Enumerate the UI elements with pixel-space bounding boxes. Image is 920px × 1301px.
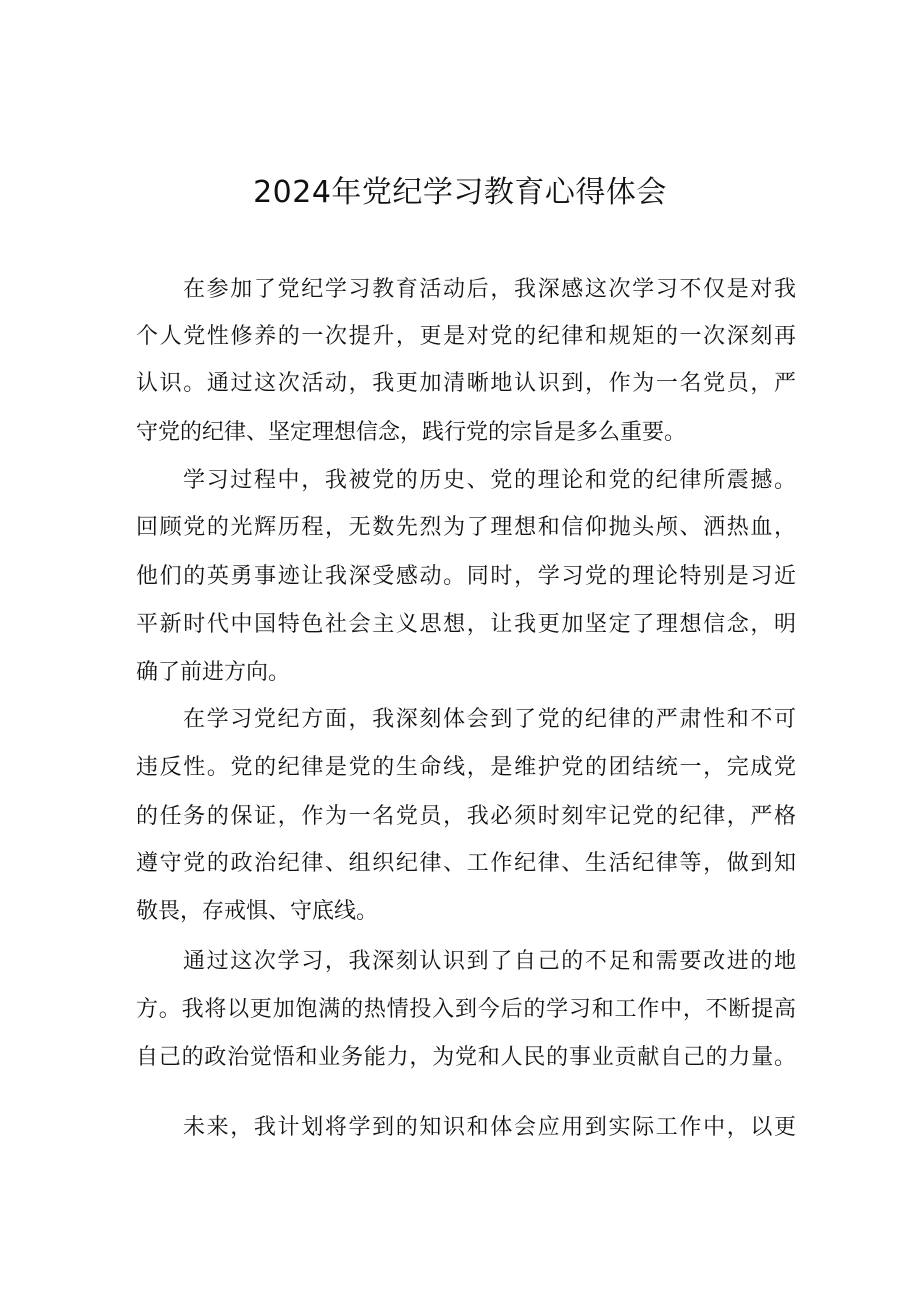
paragraph-line: 认识。通过这次活动，我更加清晰地认识到，作为一名党员，严 <box>136 371 796 396</box>
paragraph-line: 违反性。党的纪律是党的生命线，是维护党的团结统一，完成党 <box>136 755 796 780</box>
paragraph-line: 自己的政治觉悟和业务能力，为党和人民的事业贡献自己的力量。 <box>136 1045 796 1070</box>
paragraph-line: 在学习党纪方面，我深刻体会到了党的纪律的严肃性和不可 <box>183 707 796 732</box>
paragraph-line: 回顾党的光辉历程，无数先烈为了理想和信仰抛头颅、洒热血， <box>136 515 796 540</box>
document-title: 2024年党纪学习教育心得体会 <box>253 175 667 210</box>
paragraph-line: 遵守党的政治纪律、组织纪律、工作纪律、生活纪律等，做到知 <box>136 851 796 876</box>
paragraph-line: 未来，我计划将学到的知识和体会应用到实际工作中，以更 <box>183 1115 796 1140</box>
paragraph-line: 个人党性修养的一次提升，更是对党的纪律和规矩的一次深刻再 <box>136 324 796 349</box>
paragraph-line: 平新时代中国特色社会主义思想，让我更加坚定了理想信念，明 <box>136 612 796 637</box>
paragraph-line: 在参加了党纪学习教育活动后，我深感这次学习不仅是对我 <box>183 277 796 302</box>
paragraph-line: 敬畏，存戒惧、守底线。 <box>136 899 379 924</box>
paragraph-line: 他们的英勇事迹让我深受感动。同时，学习党的理论特别是习近 <box>136 564 796 589</box>
paragraph-line: 通过这次学习，我深刻认识到了自己的不足和需要改进的地 <box>183 949 796 974</box>
paragraph-line: 方。我将以更加饱满的热情投入到今后的学习和工作中，不断提高 <box>136 997 796 1022</box>
paragraph-line: 确了前进方向。 <box>136 660 291 685</box>
paragraph-line: 守党的纪律、坚定理想信念，践行党的宗旨是多么重要。 <box>136 420 687 445</box>
paragraph-line: 学习过程中，我被党的历史、党的理论和党的纪律所震撼。 <box>183 468 796 493</box>
paragraph-line: 的任务的保证，作为一名党员，我必须时刻牢记党的纪律，严格 <box>136 804 796 829</box>
